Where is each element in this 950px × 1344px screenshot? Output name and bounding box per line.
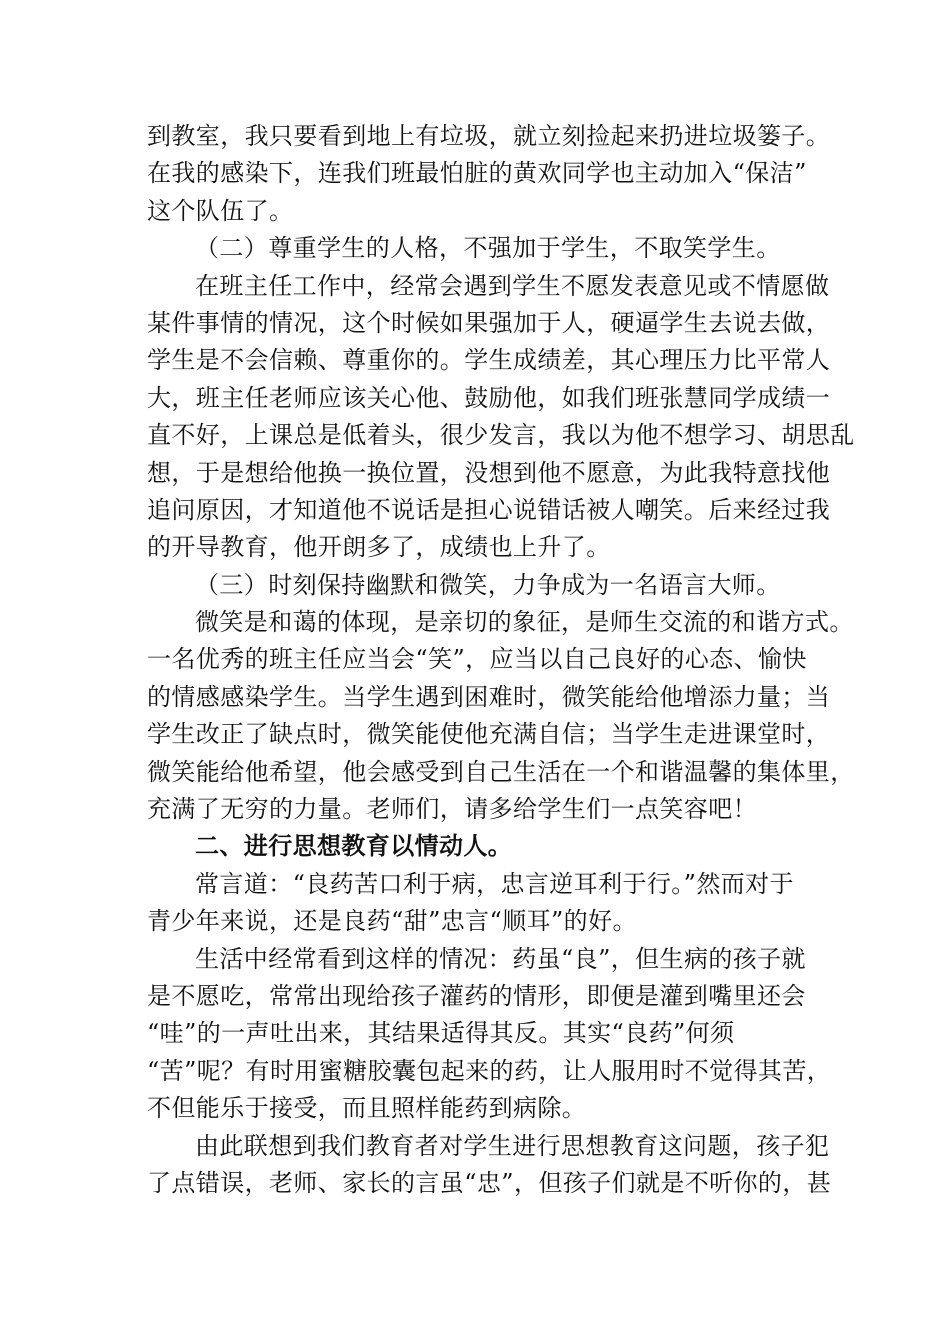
text-line: “苦”呢？有时用蜜糖胶囊包起来的药，让人服用时不觉得其苦， (147, 1056, 832, 1085)
paragraph-start: 微笑是和蔼的体现，是亲切的象征，是师生交流的和谐方式。 (195, 608, 854, 637)
text-line: 的开导教育，他开朗多了，成绩也上升了。 (147, 533, 611, 562)
text-line: 想，于是想给他换一换位置，没想到他不愿意，为此我特意找他 (147, 458, 831, 487)
text-line: 在我的感染下，连我们班最怕脏的黄欢同学也主动加入“保洁” (147, 159, 807, 188)
text-line: 这个队伍了。 (147, 196, 294, 225)
section-heading: 二、进行思想教育以情动人。 (195, 832, 513, 861)
text-line: 充满了无穷的力量。老师们，请多给学生们一点笑容吧！ (147, 795, 757, 824)
text-line: 追问原因，才知道他不说话是担心说错话被人嘲笑。后来经过我 (147, 495, 831, 524)
paragraph-start: 在班主任工作中，经常会遇到学生不愿发表意见或不情愿做 (195, 271, 830, 300)
paragraph-start: 生活中经常看到这样的情况：药虽“良”，但生病的孩子就 (195, 944, 806, 973)
text-line: 青少年来说，还是良药“甜”忠言“顺耳”的好。 (147, 907, 637, 936)
text-line: 一名优秀的班主任应当会“笑”，应当以自己良好的心态、愉快 (147, 645, 807, 674)
text-line: 的情感感染学生。当学生遇到困难时，微笑能给他增添力量；当 (147, 682, 831, 711)
document-body (147, 118, 855, 1202)
paragraph-start: 常言道：“良药苦口利于病，忠言逆耳利于行。”然而对于 (195, 869, 794, 898)
text-line: 微笑能给他希望，他会感受到自己生活在一个和谐温馨的集体里， (147, 757, 855, 786)
text-line: 学生改正了缺点时，微笑能使他充满自信；当学生走进课堂时， (147, 720, 831, 749)
paragraph-start: 由此联想到我们教育者对学生进行思想教育这问题，孩子犯 (195, 1131, 830, 1160)
text-line: 了点错误，老师、家长的言虽“忠”，但孩子们就是不听你的，甚 (147, 1168, 832, 1197)
text-line: 到教室，我只要看到地上有垃圾，就立刻捡起来扔进垃圾篓子。 (147, 122, 831, 150)
text-line: 学生是不会信赖、尊重你的。学生成绩差，其心理压力比平常人 (147, 346, 831, 375)
text-line: 大，班主任老师应该关心他、鼓励他，如我们班张慧同学成绩一 (147, 383, 831, 412)
text-line: “哇”的一声吐出来，其结果适得其反。其实“良药”何须 (147, 1019, 735, 1048)
text-line: 某件事情的情况，这个时候如果强加于人，硬逼学生去说去做， (147, 308, 831, 337)
text-line: 不但能乐于接受，而且照样能药到病除。 (147, 1094, 587, 1123)
text-line: 是不愿吃，常常出现给孩子灌药的情形，即便是灌到嘴里还会 (147, 981, 806, 1010)
section-subheading: （二）尊重学生的人格，不强加于学生，不取笑学生。 (195, 234, 781, 263)
section-subheading: （三）时刻保持幽默和微笑，力争成为一名语言大师。 (195, 570, 781, 599)
text-line: 直不好，上课总是低着头，很少发言，我以为他不想学习、胡思乱 (147, 421, 855, 450)
